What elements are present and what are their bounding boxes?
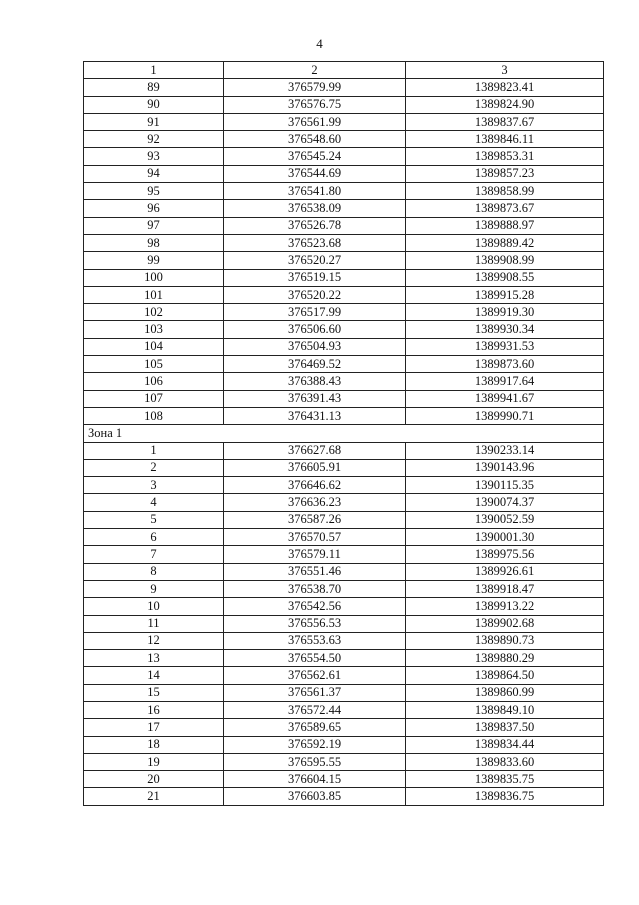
table-row: [84, 753, 604, 770]
point-number-cell: 90: [84, 96, 224, 113]
header-row: [84, 62, 604, 79]
x-coordinate-cell: 376603.85: [224, 788, 406, 805]
y-coordinate-cell: 1389823.41: [406, 79, 604, 96]
point-number-cell: 95: [84, 183, 224, 200]
point-number-cell: 106: [84, 373, 224, 390]
x-coordinate-cell: 376579.11: [224, 546, 406, 563]
point-number-cell: 104: [84, 338, 224, 355]
table-row: [84, 165, 604, 182]
x-coordinate-cell: 376589.65: [224, 719, 406, 736]
table-row: [84, 183, 604, 200]
point-number-cell: 11: [84, 615, 224, 632]
x-coordinate-cell: 376595.55: [224, 753, 406, 770]
point-number-cell: 98: [84, 234, 224, 251]
y-coordinate-cell: 1389835.75: [406, 771, 604, 788]
column-header-1: 1: [84, 62, 224, 79]
table-row: [84, 407, 604, 424]
y-coordinate-cell: 1389824.90: [406, 96, 604, 113]
table-row: [84, 580, 604, 597]
y-coordinate-cell: 1389836.75: [406, 788, 604, 805]
y-coordinate-cell: 1389834.44: [406, 736, 604, 753]
x-coordinate-cell: 376526.78: [224, 217, 406, 234]
point-number-cell: 103: [84, 321, 224, 338]
y-coordinate-cell: 1390052.59: [406, 511, 604, 528]
x-coordinate-cell: 376579.99: [224, 79, 406, 96]
y-coordinate-cell: 1389833.60: [406, 753, 604, 770]
point-number-cell: 101: [84, 286, 224, 303]
table-row: [84, 701, 604, 718]
y-coordinate-cell: 1390233.14: [406, 442, 604, 459]
x-coordinate-cell: 376538.70: [224, 580, 406, 597]
x-coordinate-cell: 376541.80: [224, 183, 406, 200]
x-coordinate-cell: 376391.43: [224, 390, 406, 407]
table-row: [84, 771, 604, 788]
y-coordinate-cell: 1389873.67: [406, 200, 604, 217]
point-number-cell: 20: [84, 771, 224, 788]
page-number: 4: [316, 36, 323, 51]
y-coordinate-cell: 1389975.56: [406, 546, 604, 563]
y-coordinate-cell: 1389919.30: [406, 304, 604, 321]
y-coordinate-cell: 1389849.10: [406, 701, 604, 718]
point-number-cell: 89: [84, 79, 224, 96]
point-number-cell: 14: [84, 667, 224, 684]
y-coordinate-cell: 1389902.68: [406, 615, 604, 632]
table-row: [84, 546, 604, 563]
table-row: [84, 632, 604, 649]
coordinates-table: [83, 61, 604, 806]
table-row: [84, 148, 604, 165]
y-coordinate-cell: 1389908.55: [406, 269, 604, 286]
table-row: [84, 286, 604, 303]
x-coordinate-cell: 376646.62: [224, 477, 406, 494]
point-number-cell: 107: [84, 390, 224, 407]
table-row: [84, 79, 604, 96]
y-coordinate-cell: 1389858.99: [406, 183, 604, 200]
y-coordinate-cell: 1390143.96: [406, 459, 604, 476]
point-number-cell: 12: [84, 632, 224, 649]
table-row: [84, 356, 604, 373]
point-number-cell: 96: [84, 200, 224, 217]
point-number-cell: 7: [84, 546, 224, 563]
point-number-cell: 9: [84, 580, 224, 597]
y-coordinate-cell: 1389889.42: [406, 234, 604, 251]
point-number-cell: 97: [84, 217, 224, 234]
point-number-cell: 108: [84, 407, 224, 424]
x-coordinate-cell: 376538.09: [224, 200, 406, 217]
x-coordinate-cell: 376604.15: [224, 771, 406, 788]
y-coordinate-cell: 1389926.61: [406, 563, 604, 580]
table-row: [84, 304, 604, 321]
y-coordinate-cell: 1389990.71: [406, 407, 604, 424]
x-coordinate-cell: 376542.56: [224, 598, 406, 615]
point-number-cell: 102: [84, 304, 224, 321]
y-coordinate-cell: 1389837.50: [406, 719, 604, 736]
point-number-cell: 93: [84, 148, 224, 165]
table-row: [84, 217, 604, 234]
table-row: [84, 252, 604, 269]
table-row: [84, 390, 604, 407]
x-coordinate-cell: 376469.52: [224, 356, 406, 373]
x-coordinate-cell: 376561.37: [224, 684, 406, 701]
y-coordinate-cell: 1390115.35: [406, 477, 604, 494]
y-coordinate-cell: 1389917.64: [406, 373, 604, 390]
x-coordinate-cell: 376545.24: [224, 148, 406, 165]
point-number-cell: 2: [84, 459, 224, 476]
table-row: [84, 96, 604, 113]
table-row: [84, 719, 604, 736]
point-number-cell: 99: [84, 252, 224, 269]
table-row: [84, 598, 604, 615]
table-row: [84, 321, 604, 338]
x-coordinate-cell: 376523.68: [224, 234, 406, 251]
table-row: [84, 442, 604, 459]
point-number-cell: 6: [84, 529, 224, 546]
y-coordinate-cell: 1390001.30: [406, 529, 604, 546]
table-row: [84, 477, 604, 494]
point-number-cell: 13: [84, 650, 224, 667]
x-coordinate-cell: 376554.50: [224, 650, 406, 667]
point-number-cell: 18: [84, 736, 224, 753]
x-coordinate-cell: 376553.63: [224, 632, 406, 649]
x-coordinate-cell: 376517.99: [224, 304, 406, 321]
x-coordinate-cell: 376506.60: [224, 321, 406, 338]
y-coordinate-cell: 1389941.67: [406, 390, 604, 407]
y-coordinate-cell: 1389853.31: [406, 148, 604, 165]
table-row: [84, 650, 604, 667]
table-row: [84, 615, 604, 632]
point-number-cell: 15: [84, 684, 224, 701]
point-number-cell: 17: [84, 719, 224, 736]
point-number-cell: 21: [84, 788, 224, 805]
point-number-cell: 19: [84, 753, 224, 770]
y-coordinate-cell: 1389837.67: [406, 113, 604, 130]
table-row: [84, 200, 604, 217]
x-coordinate-cell: 376431.13: [224, 407, 406, 424]
x-coordinate-cell: 376572.44: [224, 701, 406, 718]
y-coordinate-cell: 1389857.23: [406, 165, 604, 182]
table-row: [84, 373, 604, 390]
y-coordinate-cell: 1389860.99: [406, 684, 604, 701]
table-row: [84, 667, 604, 684]
y-coordinate-cell: 1389873.60: [406, 356, 604, 373]
table-row: [84, 234, 604, 251]
x-coordinate-cell: 376556.53: [224, 615, 406, 632]
y-coordinate-cell: 1389918.47: [406, 580, 604, 597]
table-row: [84, 131, 604, 148]
point-number-cell: 5: [84, 511, 224, 528]
y-coordinate-cell: 1389915.28: [406, 286, 604, 303]
y-coordinate-cell: 1389888.97: [406, 217, 604, 234]
point-number-cell: 8: [84, 563, 224, 580]
y-coordinate-cell: 1389880.29: [406, 650, 604, 667]
point-number-cell: 94: [84, 165, 224, 182]
table-row: [84, 529, 604, 546]
table-row: [84, 736, 604, 753]
x-coordinate-cell: 376520.27: [224, 252, 406, 269]
x-coordinate-cell: 376627.68: [224, 442, 406, 459]
coordinates-table-body: [84, 62, 604, 806]
x-coordinate-cell: 376519.15: [224, 269, 406, 286]
table-row: [84, 269, 604, 286]
x-coordinate-cell: 376562.61: [224, 667, 406, 684]
y-coordinate-cell: 1389890.73: [406, 632, 604, 649]
column-header-3: 3: [406, 62, 604, 79]
x-coordinate-cell: 376636.23: [224, 494, 406, 511]
y-coordinate-cell: 1389930.34: [406, 321, 604, 338]
x-coordinate-cell: 376504.93: [224, 338, 406, 355]
table-row: [84, 338, 604, 355]
y-coordinate-cell: 1390074.37: [406, 494, 604, 511]
x-coordinate-cell: 376561.99: [224, 113, 406, 130]
x-coordinate-cell: 376388.43: [224, 373, 406, 390]
y-coordinate-cell: 1389846.11: [406, 131, 604, 148]
table-row: [84, 511, 604, 528]
x-coordinate-cell: 376605.91: [224, 459, 406, 476]
y-coordinate-cell: 1389864.50: [406, 667, 604, 684]
x-coordinate-cell: 376544.69: [224, 165, 406, 182]
table-row: [84, 459, 604, 476]
table-row: [84, 113, 604, 130]
x-coordinate-cell: 376548.60: [224, 131, 406, 148]
x-coordinate-cell: 376587.26: [224, 511, 406, 528]
y-coordinate-cell: 1389931.53: [406, 338, 604, 355]
x-coordinate-cell: 376592.19: [224, 736, 406, 753]
table-row: [84, 563, 604, 580]
point-number-cell: 10: [84, 598, 224, 615]
column-header-2: 2: [224, 62, 406, 79]
point-number-cell: 3: [84, 477, 224, 494]
table-row: [84, 788, 604, 805]
point-number-cell: 1: [84, 442, 224, 459]
x-coordinate-cell: 376520.22: [224, 286, 406, 303]
section-row: [84, 425, 604, 442]
table-row: [84, 494, 604, 511]
table-row: [84, 684, 604, 701]
point-number-cell: 16: [84, 701, 224, 718]
x-coordinate-cell: 376576.75: [224, 96, 406, 113]
point-number-cell: 92: [84, 131, 224, 148]
point-number-cell: 91: [84, 113, 224, 130]
point-number-cell: 100: [84, 269, 224, 286]
y-coordinate-cell: 1389913.22: [406, 598, 604, 615]
x-coordinate-cell: 376551.46: [224, 563, 406, 580]
y-coordinate-cell: 1389908.99: [406, 252, 604, 269]
section-label: Зона 1: [84, 425, 604, 442]
x-coordinate-cell: 376570.57: [224, 529, 406, 546]
point-number-cell: 105: [84, 356, 224, 373]
point-number-cell: 4: [84, 494, 224, 511]
